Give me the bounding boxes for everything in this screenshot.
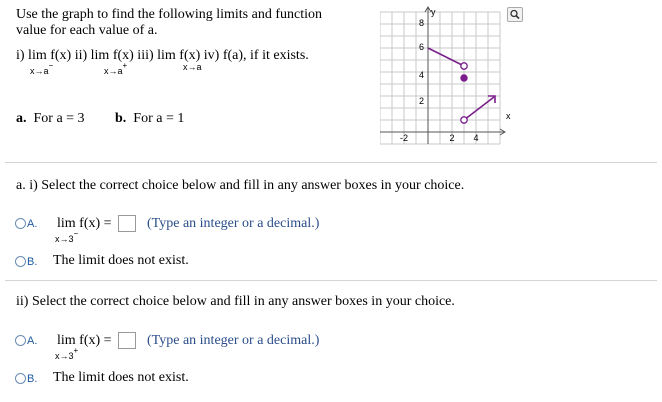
- y-tick-label: 4: [418, 70, 424, 80]
- option-a-choice-i[interactable]: [15, 214, 37, 232]
- x-axis-label: x: [506, 111, 511, 121]
- option-b-choice-i[interactable]: [15, 252, 37, 270]
- limit-subscript: x→3−: [55, 229, 79, 244]
- y-axis-label: y: [431, 7, 436, 17]
- radio-button[interactable]: [15, 335, 26, 346]
- limit-expression: lim f(x) =: [57, 216, 112, 231]
- magnify-button[interactable]: [507, 7, 523, 22]
- radio-button[interactable]: [15, 256, 26, 267]
- y-tick-label: 6: [418, 42, 424, 52]
- radio-button[interactable]: [15, 373, 26, 384]
- option-letter: B.: [27, 373, 38, 385]
- case-b: b. For a = 1: [115, 111, 185, 126]
- option-b-choice-ii[interactable]: [15, 369, 37, 387]
- instruction-line-1: Use the graph to find the following limits and function: [16, 7, 323, 22]
- limit-subscript-1: x→a−: [30, 61, 54, 76]
- option-a-choice-ii[interactable]: [15, 331, 37, 349]
- option-text: The limit does not exist.: [53, 253, 189, 268]
- x-tick-label: 4: [473, 133, 479, 143]
- divider: [5, 162, 657, 163]
- case-a: a. For a = 3: [16, 111, 85, 126]
- question-i: a. i) Select the correct choice below and fill in any answer boxes in your choice.: [16, 178, 465, 193]
- radio-button[interactable]: [15, 218, 26, 229]
- answer-box[interactable]: [118, 332, 136, 349]
- graph-grid: [380, 12, 500, 144]
- question-ii: ii) Select the correct choice below and fill in any answer boxes in your choice.: [16, 294, 455, 309]
- segment-left: [428, 48, 464, 66]
- limit-subscript-3: x→a: [183, 62, 202, 72]
- x-tick-label: -2: [399, 133, 409, 143]
- option-text: The limit does not exist.: [53, 370, 189, 385]
- answer-hint: (Type an integer or a decimal.): [147, 333, 320, 348]
- y-tick-label: 2: [418, 96, 424, 106]
- x-tick-label: 2: [449, 133, 455, 143]
- answer-box[interactable]: [118, 215, 136, 232]
- open-point-top: [461, 63, 467, 69]
- limit-expression: lim f(x) =: [57, 333, 112, 348]
- divider: [5, 280, 657, 281]
- function-graph: [380, 2, 520, 158]
- limit-parts-line: i) lim f(x) ii) lim f(x) iii) lim f(x) iv) f(a), if it exists.: [16, 48, 309, 63]
- option-letter: A.: [27, 335, 38, 347]
- instruction-line-2: value for each value of a.: [16, 23, 158, 38]
- limit-subscript-2: x→a+: [104, 61, 128, 76]
- y-tick-label: 8: [418, 18, 424, 28]
- option-letter: A.: [27, 218, 38, 230]
- open-point-bottom: [461, 117, 467, 123]
- option-letter: B.: [27, 256, 38, 268]
- magnify-icon: [508, 8, 522, 21]
- closed-point: [461, 75, 467, 81]
- limit-subscript: x→3+: [55, 346, 79, 361]
- graph-axes: [380, 7, 505, 144]
- answer-hint: (Type an integer or a decimal.): [147, 216, 320, 231]
